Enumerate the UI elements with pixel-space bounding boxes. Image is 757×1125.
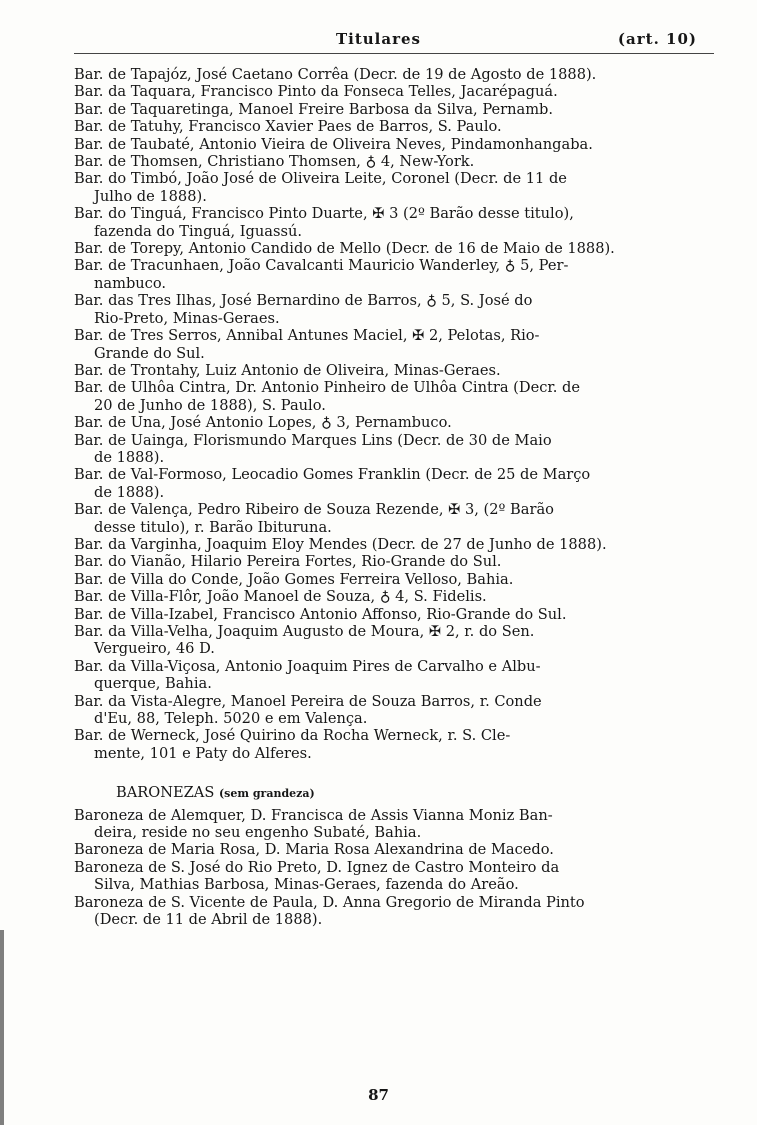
barao-entry-continuation: desse titulo), r. Barão Ibituruna.: [94, 518, 332, 536]
barao-entry-line: Bar. das Tres Ilhas, José Bernardino de Barros, ♁ 5, S. José do: [74, 292, 533, 310]
barao-entry-line: Bar. do Tinguá, Francisco Pinto Duarte, ✠ 3 (2º Barão desse titulo),: [74, 205, 574, 223]
baroneza-entry-line: Baroneza de Alemquer, D. Francisca de Assis Vianna Moniz Ban-: [74, 806, 553, 824]
barao-entry: [74, 693, 714, 728]
barao-entry-continuation: d'Eu, 88, Teleph. 5020 e em Valença.: [94, 710, 368, 728]
barao-entry-line: Bar. de Una, José Antonio Lopes, ♁ 3, Pernambuco.: [74, 414, 452, 432]
barao-entry-line: Bar. de Werneck, José Quirino da Rocha Werneck, r. S. Cle-: [74, 727, 511, 745]
barao-entry-line: Bar. da Varginha, Joaquim Eloy Mendes (Decr. de 27 de Junho de 1888).: [74, 535, 607, 553]
baroneza-entry: [74, 859, 714, 894]
barao-entry-line: Bar. de Uainga, Florismundo Marques Lins (Decr. de 30 de Maio: [74, 431, 552, 449]
barao-entry-line: Bar. de Taquaretinga, Manoel Freire Barbosa da Silva, Pernamb.: [74, 100, 554, 118]
barao-entry-continuation: 20 de Junho de 1888), S. Paulo.: [94, 396, 326, 414]
barao-entry-line: Bar. da Vista-Alegre, Manoel Pereira de Souza Barros, r. Conde: [74, 692, 542, 710]
barao-entry: [74, 727, 714, 762]
header-title: Titulares: [335, 30, 421, 48]
baroneza-entry: [74, 841, 714, 858]
barao-entry-line: Bar. de Villa-Flôr, João Manoel de Souza, ♁ 4, S. Fidelis.: [74, 588, 487, 606]
baroneza-entry-continuation: deira, reside no seu engenho Subaté, Bahia.: [94, 824, 422, 842]
barao-entry: [74, 536, 714, 553]
barao-list: [74, 66, 714, 762]
barao-entry-line: Bar. de Trontahy, Luiz Antonio de Oliveira, Minas-Geraes.: [74, 361, 501, 379]
barao-entry-continuation: querque, Bahia.: [94, 675, 212, 693]
barao-entry-line: Bar. de Tatuhy, Francisco Xavier Paes de Barros, S. Paulo.: [74, 118, 502, 136]
barao-entry-line: Bar. da Taquara, Francisco Pinto da Fonseca Telles, Jacarépaguá.: [74, 83, 558, 101]
barao-entry-line: Bar. de Ulhôa Cintra, Dr. Antonio Pinheiro de Ulhôa Cintra (Decr. de: [74, 379, 581, 397]
baroneza-entry-line: Baroneza de S. Vicente de Paula, D. Anna Gregorio de Miranda Pinto: [74, 893, 585, 911]
barao-entry-line: Bar. do Vianão, Hilario Pereira Fortes, Rio-Grande do Sul.: [74, 553, 502, 571]
barao-entry-continuation: de 1888).: [94, 483, 165, 501]
barao-entry-line: Bar. de Valença, Pedro Ribeiro de Souza Rezende, ✠ 3, (2º Barão: [74, 501, 554, 519]
baroneza-entry-continuation: (Decr. de 11 de Abril de 1888).: [94, 911, 323, 929]
barao-entry: [74, 571, 714, 588]
barao-entry: [74, 414, 714, 431]
baroneza-list: [74, 807, 714, 929]
barao-entry: [74, 327, 714, 362]
baroneza-entry-line: Baroneza de Maria Rosa, D. Maria Rosa Alexandrina de Macedo.: [74, 841, 554, 859]
barao-entry-line: Bar. de Villa-Izabel, Francisco Antonio Affonso, Rio-Grande do Sul.: [74, 605, 567, 623]
barao-entry: [74, 136, 714, 153]
barao-entry: [74, 379, 714, 414]
baroneza-entry: [74, 894, 714, 929]
barao-entry: [74, 292, 714, 327]
barao-entry: [74, 553, 714, 570]
barao-entry: [74, 362, 714, 379]
baroneza-entry: [74, 807, 714, 842]
barao-entry: [74, 205, 714, 240]
barao-entry-line: Bar. de Torepy, Antonio Candido de Mello (Decr. de 16 de Maio de 1888).: [74, 240, 615, 258]
barao-entry-continuation: nambuco.: [94, 274, 167, 292]
barao-entry-line: Bar. de Tracunhaen, João Cavalcanti Mauricio Wanderley, ♁ 5, Per-: [74, 257, 569, 275]
barao-entry: [74, 432, 714, 467]
barao-entry: [74, 83, 714, 100]
section-title: BARONEZAS: [116, 784, 215, 802]
barao-entry-line: Bar. de Tres Serros, Annibal Antunes Maciel, ✠ 2, Pelotas, Rio-: [74, 327, 540, 345]
barao-entry: [74, 466, 714, 501]
barao-entry: [74, 66, 714, 83]
barao-entry: [74, 153, 714, 170]
header-rule: [74, 53, 714, 54]
barao-entry-line: Bar. do Timbó, João José de Oliveira Leite, Coronel (Decr. de 11 de: [74, 170, 567, 188]
section-note: (sem grandeza): [218, 787, 315, 801]
header-article: (art. 10): [617, 30, 697, 48]
barao-entry: [74, 501, 714, 536]
barao-entry-line: Bar. de Thomsen, Christiano Thomsen, ♁ 4, New-York.: [74, 153, 475, 171]
barao-entry: [74, 101, 714, 118]
barao-entry-continuation: Vergueiro, 46 D.: [94, 640, 215, 658]
page-number: 87: [368, 1086, 389, 1104]
entries-list: [74, 66, 714, 929]
barao-entry-line: Bar. de Taubaté, Antonio Vieira de Oliveira Neves, Pindamonhangaba.: [74, 135, 593, 153]
barao-entry: [74, 240, 714, 257]
barao-entry-continuation: Rio-Preto, Minas-Geraes.: [94, 309, 280, 327]
barao-entry: [74, 170, 714, 205]
barao-entry-line: Bar. da Villa-Viçosa, Antonio Joaquim Pires de Carvalho e Albu-: [74, 657, 541, 675]
barao-entry-line: Bar. de Val-Formoso, Leocadio Gomes Franklin (Decr. de 25 de Março: [74, 466, 591, 484]
barao-entry-line: Bar. de Tapajóz, José Caetano Corrêa (Decr. de 19 de Agosto de 1888).: [74, 66, 597, 83]
barao-entry-continuation: Julho de 1888).: [94, 187, 207, 205]
barao-entry-continuation: Grande do Sul.: [94, 344, 205, 362]
barao-entry: [74, 623, 714, 658]
barao-entry-continuation: fazenda do Tinguá, Iguassú.: [94, 222, 303, 240]
baroneza-entry-continuation: Silva, Mathias Barbosa, Minas-Geraes, fazenda do Areão.: [94, 876, 519, 894]
barao-entry-line: Bar. da Villa-Velha, Joaquim Augusto de Moura, ✠ 2, r. do Sen.: [74, 623, 535, 640]
barao-entry: [74, 257, 714, 292]
barao-entry-continuation: de 1888).: [94, 448, 165, 466]
barao-entry-line: Bar. de Villa do Conde, João Gomes Ferreira Velloso, Bahia.: [74, 570, 514, 588]
page-header: [0, 30, 757, 52]
barao-entry: [74, 588, 714, 605]
baroneza-entry-line: Baroneza de S. José do Rio Preto, D. Ignez de Castro Monteiro da: [74, 858, 560, 876]
barao-entry: [74, 606, 714, 623]
section-heading: [74, 784, 714, 802]
barao-entry: [74, 118, 714, 135]
barao-entry: [74, 658, 714, 693]
barao-entry-continuation: mente, 101 e Paty do Alferes.: [94, 744, 312, 762]
